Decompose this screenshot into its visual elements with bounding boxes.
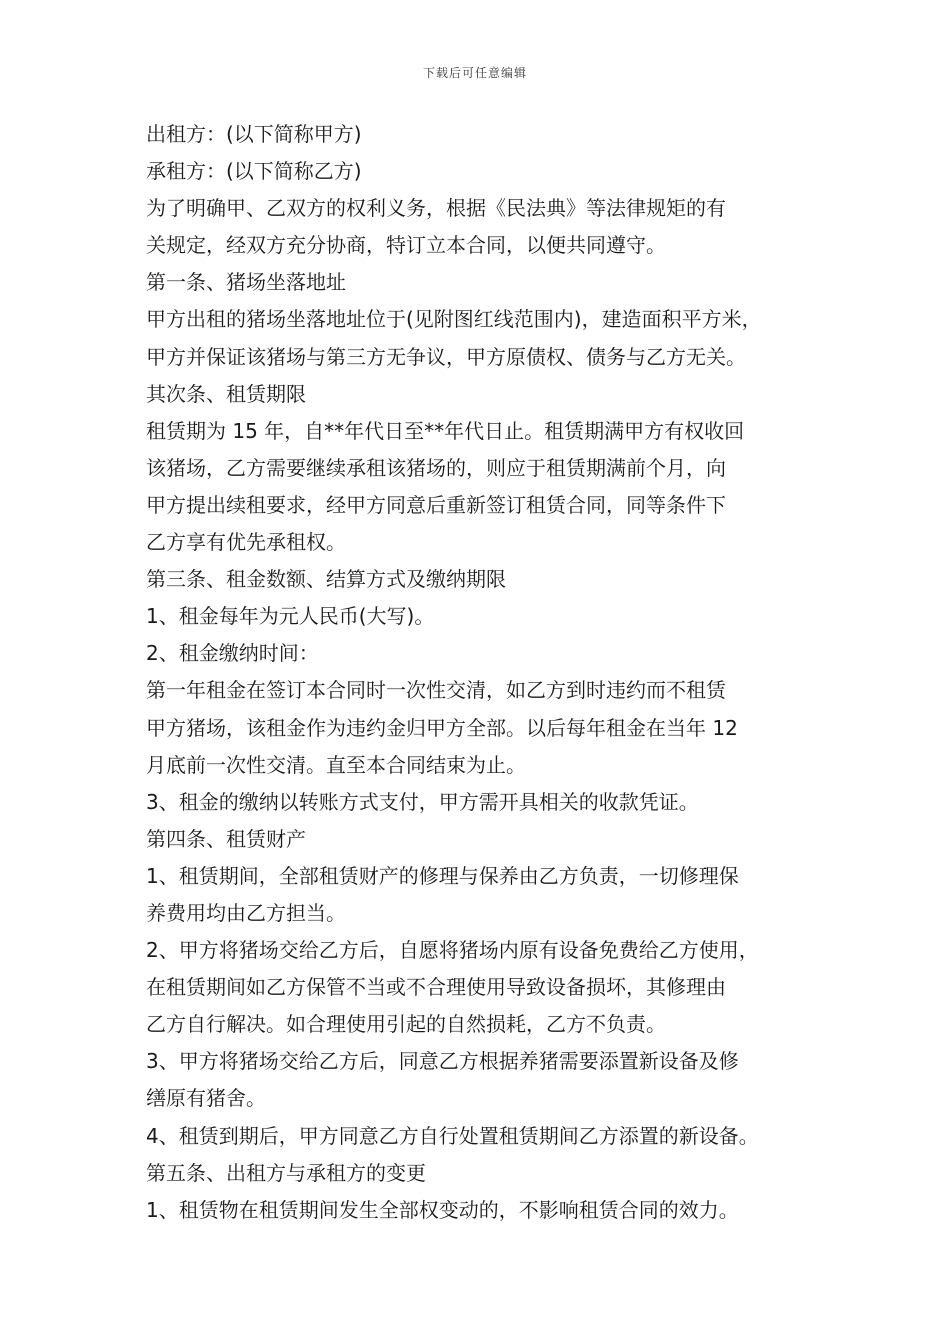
section-heading: 其次条、租赁期限 xyxy=(146,381,306,406)
text-line: 甲方提出续租要求，经甲方同意后重新签订租赁合同，同等条件下 xyxy=(146,492,726,517)
text-line: 租赁期为 15 年，自**年代日至**年代日止。租赁期满甲方有权收回 xyxy=(146,418,745,443)
text-line: 养费用均由乙方担当。 xyxy=(146,900,346,925)
text-line: 该猪场，乙方需要继续承租该猪场的，则应于租赁期满前个月，向 xyxy=(146,455,726,480)
text-line: 1、租赁期间，全部租赁财产的修理与保养由乙方负责，一切修理保 xyxy=(146,863,739,888)
text-line: 甲方出租的猪场坐落地址位于(见附图红线范围内)，建造面积平方米， xyxy=(146,307,762,332)
page-header: 下载后可任意编辑 xyxy=(422,66,527,80)
text-line: 乙方自行解决。如合理使用引起的自然损耗，乙方不负责。 xyxy=(146,1012,666,1037)
text-line: 甲方并保证该猪场与第三方无争议，甲方原债权、债务与乙方无关。 xyxy=(146,344,746,369)
text-line: 1、租金每年为元人民币(大写)。 xyxy=(146,604,435,629)
text-line: 3、租金的缴纳以转账方式支付，甲方需开具相关的收款凭证。 xyxy=(146,789,699,814)
section-heading: 第五条、出租方与承租方的变更 xyxy=(146,1160,426,1185)
section-heading: 第四条、租赁财产 xyxy=(146,826,306,851)
text-line: 2、甲方将猪场交给乙方后，自愿将猪场内原有设备免费给乙方使用， xyxy=(146,938,759,963)
text-line: 乙方享有优先承租权。 xyxy=(146,530,346,555)
text-line: 3、甲方将猪场交给乙方后，同意乙方根据养猪需要添置新设备及修 xyxy=(146,1049,739,1074)
text-line: 出租方：(以下简称甲方) xyxy=(146,122,362,146)
contract-body xyxy=(146,116,818,1229)
text-line: 1、租赁物在租赁期间发生全部权变动的，不影响租赁合同的效力。 xyxy=(146,1197,739,1222)
text-line: 为了明确甲、乙双方的权利义务，根据《民法典》等法律规矩的有 xyxy=(146,196,726,221)
text-line: 承租方：(以下简称乙方) xyxy=(146,159,362,184)
text-line: 甲方猪场，该租金作为违约金归甲方全部。以后每年租金在当年 12 xyxy=(146,715,738,740)
text-line: 第一年租金在签订本合同时一次性交清，如乙方到时违约而不租赁 xyxy=(146,678,726,703)
text-line: 2、租金缴纳时间： xyxy=(146,641,319,666)
text-line: 缮原有猪舍。 xyxy=(146,1086,266,1111)
section-heading: 第一条、猪场坐落地址 xyxy=(146,270,346,295)
text-line: 在租赁期间如乙方保管不当或不合理使用导致设备损坏，其修理由 xyxy=(146,975,726,1000)
section-heading: 第三条、租金数额、结算方式及缴纳期限 xyxy=(146,567,506,592)
text-line: 月底前一次性交清。直至本合同结束为止。 xyxy=(146,752,526,777)
text-line: 4、租赁到期后，甲方同意乙方自行处置租赁期间乙方添置的新设备。 xyxy=(146,1123,759,1148)
text-line: 关规定，经双方充分协商，特订立本合同，以便共同遵守。 xyxy=(146,233,666,258)
